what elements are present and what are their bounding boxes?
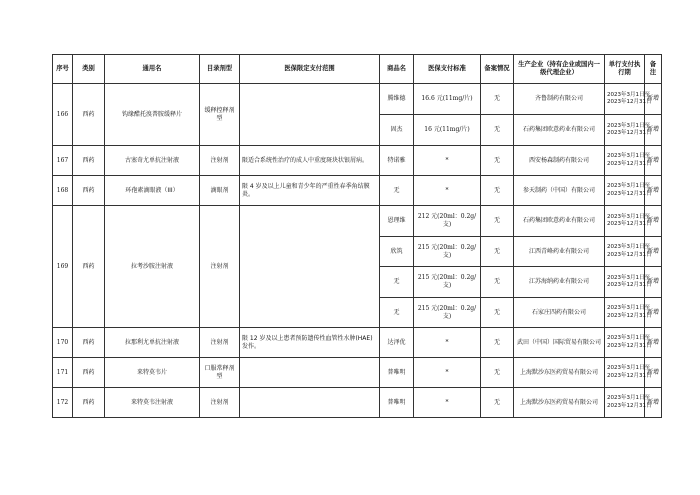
header-category: 类别 [73, 55, 105, 84]
row-category: 西药 [73, 206, 105, 328]
dosage-form: 口服常释剂型 [200, 358, 240, 388]
trade-name: 特诺雅 [380, 146, 414, 176]
remark: 新增 [645, 146, 662, 176]
validity-end: 2023年12月31日 [607, 221, 652, 227]
header-payment-standard: 医保支付标准 [414, 55, 481, 84]
procurement-status: 无 [481, 176, 514, 206]
remark: 新增 [645, 358, 662, 388]
manufacturer: 武田（中国）国际贸易有限公司 [514, 328, 605, 358]
payment-standard: * [414, 388, 481, 418]
row-category: 西药 [73, 358, 105, 388]
row-category: 西药 [73, 146, 105, 176]
remark: 新增 [645, 328, 662, 358]
payment-restriction: 限适合系统性治疗的成人中重度斑块状银屑病。 [240, 146, 380, 176]
row-category: 西药 [73, 328, 105, 358]
validity-start: 2023年3月1日至 [607, 274, 650, 281]
header-dosage-form: 目录剂型 [200, 55, 240, 84]
validity-period [605, 298, 652, 328]
remark: 新增 [645, 206, 662, 237]
trade-name: 无 [380, 298, 414, 328]
validity-end: 2023年12月31日 [607, 251, 652, 258]
manufacturer: 参天制药（中国）有限公司 [514, 176, 605, 206]
table-row [53, 206, 662, 237]
remark: 新增 [645, 115, 662, 146]
header-remark: 备注 [645, 55, 662, 84]
procurement-status: 无 [481, 267, 514, 298]
validity-period [605, 388, 652, 418]
remark: 新增 [645, 237, 662, 267]
manufacturer: 上海默沙东医药贸易有限公司 [514, 388, 605, 418]
procurement-status: 无 [481, 146, 514, 176]
manufacturer: 石药集团欧意药业有限公司 [514, 206, 605, 237]
validity-period [605, 237, 652, 267]
header-no: 序号 [53, 55, 73, 84]
row-number: 172 [53, 388, 73, 418]
payment-restriction [240, 84, 380, 146]
dosage-form: 注射剂 [200, 206, 240, 328]
row-number: 166 [53, 84, 73, 146]
validity-period [605, 206, 652, 237]
trade-name: 无 [380, 267, 414, 298]
table-row [53, 176, 662, 206]
generic-name: 环孢素滴眼液（III） [105, 176, 200, 206]
validity-end: 2023年12月31日 [607, 372, 652, 379]
payment-standard: * [414, 358, 481, 388]
payment-standard: 16 元(11mg/片) [414, 115, 481, 146]
validity-start: 2023年3月1日至 [607, 335, 650, 341]
table-row [53, 84, 662, 115]
manufacturer: 齐鲁制药有限公司 [514, 84, 605, 115]
payment-standard: 215 元(20ml：0.2g/支) [414, 298, 481, 328]
manufacturer: 江西青峰药业有限公司 [514, 237, 605, 267]
table-row [53, 328, 662, 358]
generic-name: 拉考沙胺注射液 [105, 206, 200, 328]
header-validity: 单行支付执行期 [605, 55, 645, 84]
row-category: 西药 [73, 388, 105, 418]
generic-name: 来特莫韦注射液 [105, 388, 200, 418]
procurement-status: 无 [481, 237, 514, 267]
trade-name: 欣筑 [380, 237, 414, 267]
validity-start: 2023年3月1日至 [607, 91, 650, 98]
validity-end: 2023年12月31日 [607, 160, 652, 167]
row-number: 169 [53, 206, 73, 328]
header-row [53, 55, 662, 84]
validity-start: 2023年3月1日至 [607, 395, 650, 401]
validity-start: 2023年3月1日至 [607, 122, 650, 129]
procurement-status: 无 [481, 206, 514, 237]
payment-restriction: 限 4 岁及以上儿童和青少年的严重性春季角结膜炎。 [240, 176, 380, 206]
row-number: 171 [53, 358, 73, 388]
generic-name: 拉那利尤单抗注射液 [105, 328, 200, 358]
header-restriction: 医保限定支付范围 [240, 55, 380, 84]
trade-name: 固杰 [380, 115, 414, 146]
validity-start: 2023年3月1日至 [607, 365, 650, 371]
dosage-form: 缓释控释剂型 [200, 84, 240, 146]
payment-standard: 215 元(20ml：0.2g/支) [414, 267, 481, 298]
validity-end: 2023年12月31日 [607, 190, 652, 197]
payment-standard: * [414, 328, 481, 358]
manufacturer: 江苏海纳药业有限公司 [514, 267, 605, 298]
row-number: 167 [53, 146, 73, 176]
generic-name: 来特莫韦片 [105, 358, 200, 388]
dosage-form: 滴眼剂 [200, 176, 240, 206]
header-manufacturer: 生产企业（持有企业或国内一级代理企业） [514, 55, 605, 84]
remark: 新增 [645, 84, 662, 115]
table-row [53, 358, 662, 388]
validity-end: 2023年12月31日 [607, 342, 652, 349]
validity-period [605, 84, 652, 115]
remark: 新增 [645, 388, 662, 418]
remark: 新增 [645, 267, 662, 298]
payment-restriction: 限 12 岁及以上患者预防遗传性血管性水肿(HAE)发作。 [240, 328, 380, 358]
dosage-form: 注射剂 [200, 146, 240, 176]
manufacturer: 上海默沙东医药贸易有限公司 [514, 358, 605, 388]
procurement-status: 无 [481, 388, 514, 418]
trade-name: 无 [380, 176, 414, 206]
validity-period [605, 267, 652, 298]
header-procurement: 备案情况 [481, 55, 514, 84]
header-trade-name: 商品名 [380, 55, 414, 84]
validity-end: 2023年12月31日 [607, 312, 652, 319]
validity-end: 2023年12月31日 [607, 402, 652, 409]
procurement-status: 无 [481, 115, 514, 146]
row-number: 168 [53, 176, 73, 206]
trade-name: 恩理维 [380, 206, 414, 237]
dosage-form: 注射剂 [200, 328, 240, 358]
manufacturer: 西安杨森制药有限公司 [514, 146, 605, 176]
validity-period [605, 328, 652, 358]
payment-restriction [240, 388, 380, 418]
validity-start: 2023年3月1日至 [607, 153, 650, 159]
validity-period [605, 146, 652, 176]
table-row [53, 146, 662, 176]
generic-name: 古塞奇尤单抗注射液 [105, 146, 200, 176]
generic-name: 钩缘醋托溴普胺缓释片 [105, 84, 200, 146]
payment-standard: 215 元(20ml：0.2g/支) [414, 237, 481, 267]
payment-standard: * [414, 176, 481, 206]
row-category: 西药 [73, 176, 105, 206]
trade-name: 普唯明 [380, 358, 414, 388]
validity-start: 2023年3月1日至 [607, 244, 650, 250]
procurement-status: 无 [481, 84, 514, 115]
trade-name: 普唯明 [380, 388, 414, 418]
validity-start: 2023年3月1日至 [607, 305, 650, 311]
validity-start: 2023年3月1日至 [607, 213, 650, 220]
header-generic-name: 通用名 [105, 55, 200, 84]
row-number: 170 [53, 328, 73, 358]
manufacturer: 石药集团欧意药业有限公司 [514, 115, 605, 146]
dosage-form: 注射剂 [200, 388, 240, 418]
payment-standard: 16.6 元(11mg/片) [414, 84, 481, 115]
payment-restriction [240, 358, 380, 388]
payment-standard: 212 元(20ml：0.2g/支) [414, 206, 481, 237]
validity-end: 2023年12月31日 [607, 130, 652, 136]
drug-catalog-table [52, 54, 662, 418]
trade-name: 腾维德 [380, 84, 414, 115]
procurement-status: 无 [481, 358, 514, 388]
validity-start: 2023年3月1日至 [607, 183, 650, 189]
validity-end: 2023年12月31日 [607, 282, 652, 288]
manufacturer: 石家庄四药有限公司 [514, 298, 605, 328]
validity-period [605, 358, 652, 388]
row-category: 西药 [73, 84, 105, 146]
procurement-status: 无 [481, 298, 514, 328]
payment-restriction [240, 206, 380, 328]
validity-period [605, 115, 652, 146]
payment-standard: * [414, 146, 481, 176]
trade-name: 达泽优 [380, 328, 414, 358]
procurement-status: 无 [481, 328, 514, 358]
validity-period [605, 176, 652, 206]
remark: 新增 [645, 298, 662, 328]
validity-end: 2023年12月31日 [607, 99, 652, 105]
remark: 新增 [645, 176, 662, 206]
table-row [53, 388, 662, 418]
